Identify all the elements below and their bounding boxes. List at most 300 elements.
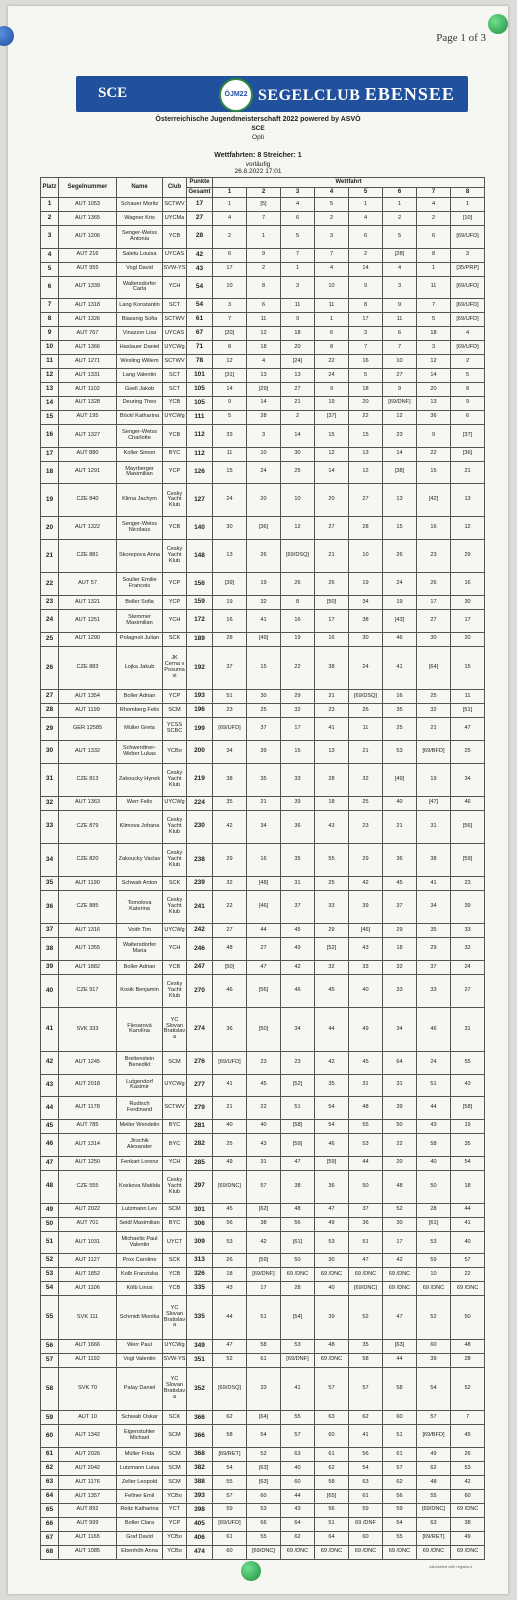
race-score-cell: [69/DNF] xyxy=(281,1353,315,1367)
race-score-cell: 49 xyxy=(315,1217,349,1231)
table-row xyxy=(41,1531,485,1545)
table-row xyxy=(41,891,485,924)
table-row xyxy=(41,763,485,796)
race-score-cell: 21 xyxy=(383,810,417,843)
race-score-cell: 15 xyxy=(451,646,485,690)
total-points-cell: 192 xyxy=(187,646,213,690)
table-row xyxy=(41,299,485,313)
race-score-cell: 8 xyxy=(315,341,349,355)
race-score-cell: 32 xyxy=(247,596,281,610)
place-cell: 49 xyxy=(41,1203,59,1217)
race-score-cell: 41 xyxy=(451,1217,485,1231)
race-score-cell: [46] xyxy=(247,891,281,924)
race-score-cell: 21 xyxy=(315,540,349,573)
place-cell: 1 xyxy=(41,198,59,212)
race-score-cell: 13 xyxy=(417,396,451,410)
race-score-cell: 35 xyxy=(451,1133,485,1156)
club-cell: JK Cerna v Posumavi xyxy=(163,646,187,690)
race-score-cell: 12 xyxy=(247,327,281,341)
club-cell: SCK xyxy=(163,632,187,646)
race-score-cell: 16 xyxy=(451,573,485,596)
club-cell: YCB xyxy=(163,225,187,248)
sailor-name-cell: Meller Wendelin xyxy=(117,1119,163,1133)
race-score-cell: 49 xyxy=(281,938,315,961)
race-score-cell: [69/DNC] xyxy=(417,1503,451,1517)
sail-number-cell: AUT 880 xyxy=(59,447,117,461)
table-row xyxy=(41,262,485,276)
race-score-cell: 7 xyxy=(383,341,417,355)
sailor-name-cell: Seidl Maximilian xyxy=(117,1217,163,1231)
race-score-cell: 37 xyxy=(349,1203,383,1217)
club-cell: YCB xyxy=(163,960,187,974)
sailor-name-cell: Schwab Anton xyxy=(117,877,163,891)
total-points-cell: 148 xyxy=(187,540,213,573)
race-score-cell: 12 xyxy=(349,461,383,484)
sail-number-cell: AUT 1355 xyxy=(59,938,117,961)
race-score-cell: 3 xyxy=(247,424,281,447)
header-race-6: 6 xyxy=(383,188,417,198)
race-score-cell: 14 xyxy=(213,382,247,396)
race-score-cell: 17 xyxy=(417,596,451,610)
race-score-cell: 55 xyxy=(315,843,349,876)
race-score-cell: [37] xyxy=(451,424,485,447)
club-cell: SCT xyxy=(163,382,187,396)
race-score-cell: 63 xyxy=(349,1476,383,1490)
total-points-cell: 270 xyxy=(187,974,213,1007)
race-score-cell: 4 xyxy=(417,198,451,212)
table-row xyxy=(41,1268,485,1282)
race-score-cell: 46 xyxy=(315,1133,349,1156)
race-score-cell: 45 xyxy=(315,974,349,1007)
race-score-cell: 4 xyxy=(213,211,247,225)
club-cell: BYC xyxy=(163,1217,187,1231)
race-score-cell: 31 xyxy=(349,1074,383,1097)
club-cell: SCM xyxy=(163,704,187,718)
race-score-cell: 50 xyxy=(281,1254,315,1268)
total-points-cell: 349 xyxy=(187,1339,213,1353)
total-points-cell: 112 xyxy=(187,424,213,447)
club-cell: YC Slovan Bratislava xyxy=(163,1367,187,1411)
race-score-cell: 17 xyxy=(349,313,383,327)
sail-number-cell: AUT 2042 xyxy=(59,1462,117,1476)
race-score-cell: 6 xyxy=(349,225,383,248)
table-row xyxy=(41,704,485,718)
place-cell: 46 xyxy=(41,1133,59,1156)
race-score-cell: 47 xyxy=(383,1296,417,1340)
race-score-cell: 37 xyxy=(213,646,247,690)
sailor-name-cell: Waltersdorfer Maria xyxy=(117,938,163,961)
race-score-cell: [46] xyxy=(349,924,383,938)
sailor-name-cell: Schwerdtner-Weber Lukas xyxy=(117,740,163,763)
place-cell: 60 xyxy=(41,1425,59,1448)
sailor-name-cell: Saletu Louisa xyxy=(117,248,163,262)
sail-number-cell: AUT 1318 xyxy=(59,299,117,313)
club-cell: YCB xyxy=(163,424,187,447)
race-score-cell: 38 xyxy=(247,1217,281,1231)
race-score-cell: 18 xyxy=(349,382,383,396)
race-score-cell: 3 xyxy=(451,248,485,262)
table-row xyxy=(41,1074,485,1097)
race-score-cell: 19 xyxy=(281,632,315,646)
race-score-cell: 33 xyxy=(247,1367,281,1411)
place-cell: 15 xyxy=(41,410,59,424)
race-score-cell: 37 xyxy=(281,891,315,924)
club-cell: SCM xyxy=(163,1051,187,1074)
total-points-cell: 27 xyxy=(187,211,213,225)
race-score-cell: 34 xyxy=(213,740,247,763)
total-points-cell: 335 xyxy=(187,1282,213,1296)
race-score-cell: 5 xyxy=(315,198,349,212)
race-score-cell: [69/DNC] xyxy=(247,1545,281,1559)
sailor-name-cell: Soulier Emilie Francois xyxy=(117,573,163,596)
race-score-cell: [5] xyxy=(247,198,281,212)
place-cell: 52 xyxy=(41,1254,59,1268)
race-score-cell: 51 xyxy=(315,1517,349,1531)
race-score-cell: 5 xyxy=(349,369,383,383)
table-row xyxy=(41,718,485,741)
race-score-cell: 1 xyxy=(213,198,247,212)
race-score-cell: 18 xyxy=(383,938,417,961)
race-score-cell: 56 xyxy=(349,1448,383,1462)
race-score-cell: 13 xyxy=(451,484,485,517)
race-score-cell: 69 /DNF xyxy=(349,1517,383,1531)
sailor-name-cell: Senger-Weiss Nicolaus xyxy=(117,517,163,540)
club-cell: SCT xyxy=(163,299,187,313)
place-cell: 50 xyxy=(41,1217,59,1231)
sail-number-cell: AUT 999 xyxy=(59,1517,117,1531)
sailor-name-cell: Kolb Franziska xyxy=(117,1268,163,1282)
race-score-cell: 26 xyxy=(349,704,383,718)
sail-number-cell: AUT 1290 xyxy=(59,632,117,646)
race-score-cell: 20 xyxy=(383,1156,417,1170)
sail-number-cell: AUT 1192 xyxy=(59,1353,117,1367)
race-score-cell: 19 xyxy=(315,396,349,410)
races-info: Wettfahrten: 8 Streicher: 1 xyxy=(214,152,302,159)
sail-number-cell: AUT 1332 xyxy=(59,740,117,763)
race-score-cell: 24 xyxy=(349,646,383,690)
club-cell: UYCWg xyxy=(163,341,187,355)
club-cell: YC Slovan Bratislava xyxy=(163,1008,187,1052)
race-score-cell: 29 xyxy=(315,924,349,938)
race-score-cell: [64] xyxy=(247,1411,281,1425)
table-row xyxy=(41,517,485,540)
club-cell: YCP xyxy=(163,573,187,596)
table-row xyxy=(41,1097,485,1120)
race-score-cell: 5 xyxy=(383,225,417,248)
race-score-cell: 44 xyxy=(451,1203,485,1217)
race-score-cell: 57 xyxy=(383,1462,417,1476)
total-points-cell: 112 xyxy=(187,447,213,461)
total-points-cell: 313 xyxy=(187,1254,213,1268)
race-score-cell: 35 xyxy=(315,1074,349,1097)
total-points-cell: 193 xyxy=(187,690,213,704)
total-points-cell: 140 xyxy=(187,517,213,540)
table-row xyxy=(41,1476,485,1490)
race-score-cell: 56 xyxy=(315,1503,349,1517)
race-score-cell: 44 xyxy=(349,1156,383,1170)
page-number: Page 1 of 3 xyxy=(436,32,486,44)
table-row xyxy=(41,211,485,225)
club-cell: Cesky Yacht Klub xyxy=(163,540,187,573)
race-score-cell: 27 xyxy=(451,974,485,1007)
table-row xyxy=(41,843,485,876)
race-score-cell: 5 xyxy=(281,225,315,248)
place-cell: 12 xyxy=(41,369,59,383)
race-score-cell: 43 xyxy=(315,810,349,843)
race-score-cell: 4 xyxy=(315,262,349,276)
race-score-cell: 31 xyxy=(247,1156,281,1170)
club-cell: YC Slovan Bratislava xyxy=(163,1296,187,1340)
race-score-cell: 21 xyxy=(281,396,315,410)
table-row xyxy=(41,1448,485,1462)
total-points-cell: 352 xyxy=(187,1367,213,1411)
sailor-name-cell: Senger-Weiss Antonia xyxy=(117,225,163,248)
race-score-cell: 69 /DNC xyxy=(281,1545,315,1559)
race-score-cell: 6 xyxy=(383,327,417,341)
race-score-cell: 53 xyxy=(247,1503,281,1517)
race-score-cell: 2 xyxy=(417,211,451,225)
race-score-cell: 57 xyxy=(451,1254,485,1268)
place-cell: 2 xyxy=(41,211,59,225)
club-cell: YCBo xyxy=(163,1489,187,1503)
race-score-cell: 46 xyxy=(417,1008,451,1052)
race-score-cell: [69/DNC] xyxy=(213,1170,247,1203)
race-score-cell: 17 xyxy=(451,609,485,632)
race-score-cell: 4 xyxy=(247,355,281,369)
sailor-name-cell: Vinazzer Lisa xyxy=(117,327,163,341)
place-cell: 28 xyxy=(41,704,59,718)
race-score-cell: [69/UFD] xyxy=(451,225,485,248)
race-score-cell: 3 xyxy=(315,225,349,248)
race-score-cell: 53 xyxy=(383,740,417,763)
race-score-cell: 7 xyxy=(451,1411,485,1425)
race-score-cell: 59 xyxy=(383,1503,417,1517)
table-row xyxy=(41,646,485,690)
sail-number-cell: AUT 892 xyxy=(59,1503,117,1517)
club-cell: YCP xyxy=(163,690,187,704)
race-score-cell: 59 xyxy=(349,1503,383,1517)
race-score-cell: 13 xyxy=(213,540,247,573)
race-score-cell: 34 xyxy=(349,596,383,610)
sail-number-cell: CZE 555 xyxy=(59,1170,117,1203)
results-sheet xyxy=(8,6,508,1594)
race-score-cell: 20 xyxy=(315,484,349,517)
place-cell: 39 xyxy=(41,960,59,974)
race-score-cell: 9 xyxy=(417,424,451,447)
race-score-cell: 39 xyxy=(383,1097,417,1120)
race-score-cell: 52 xyxy=(247,1448,281,1462)
race-score-cell: 30 xyxy=(247,690,281,704)
race-score-cell: 50 xyxy=(417,1170,451,1203)
sailor-name-cell: Gsell Jakob xyxy=(117,382,163,396)
sail-number-cell: SVK 111 xyxy=(59,1296,117,1340)
race-score-cell: 7 xyxy=(247,211,281,225)
header-race-3: 3 xyxy=(281,188,315,198)
race-score-cell: 53 xyxy=(451,1462,485,1476)
sailor-name-cell: Rhomberg Felix xyxy=(117,704,163,718)
club-cell: UYCT xyxy=(163,1231,187,1254)
sailor-name-cell: Müller Greta xyxy=(117,718,163,741)
total-points-cell: 239 xyxy=(187,877,213,891)
race-score-cell: 26 xyxy=(247,540,281,573)
race-score-cell: 25 xyxy=(383,718,417,741)
sail-number-cell: AUT 2022 xyxy=(59,1203,117,1217)
race-score-cell: 18 xyxy=(451,1170,485,1203)
race-score-cell: 13 xyxy=(383,484,417,517)
race-score-cell: 28 xyxy=(315,763,349,796)
sail-number-cell: AUT 1342 xyxy=(59,1425,117,1448)
race-score-cell: 44 xyxy=(213,1296,247,1340)
place-cell: 32 xyxy=(41,796,59,810)
race-score-cell: 21 xyxy=(247,796,281,810)
race-score-cell: 30 xyxy=(417,632,451,646)
race-score-cell: 33 xyxy=(281,763,315,796)
race-score-cell: 48 xyxy=(417,1476,451,1490)
club-cell: SCK xyxy=(163,1254,187,1268)
race-score-cell: 48 xyxy=(315,1339,349,1353)
race-score-cell: 13 xyxy=(281,369,315,383)
sailor-name-cell: Eigenstuhler Michael xyxy=(117,1425,163,1448)
race-score-cell: 47 xyxy=(451,718,485,741)
place-cell: 34 xyxy=(41,843,59,876)
total-points-cell: 61 xyxy=(187,313,213,327)
race-score-cell: 56 xyxy=(281,1217,315,1231)
table-row xyxy=(41,960,485,974)
place-cell: 35 xyxy=(41,877,59,891)
sail-number-cell: CZE 820 xyxy=(59,843,117,876)
sail-number-cell: AUT 216 xyxy=(59,248,117,262)
race-score-cell: 34 xyxy=(247,810,281,843)
total-points-cell: 196 xyxy=(187,704,213,718)
sailor-name-cell: Koller Simon xyxy=(117,447,163,461)
race-score-cell: [48] xyxy=(247,877,281,891)
race-score-cell: 37 xyxy=(383,891,417,924)
race-score-cell: 9 xyxy=(383,299,417,313)
race-score-cell: 15 xyxy=(213,461,247,484)
sail-number-cell: AUT 1363 xyxy=(59,796,117,810)
place-cell: 24 xyxy=(41,609,59,632)
place-cell: 6 xyxy=(41,276,59,299)
race-score-cell: [63] xyxy=(247,1462,281,1476)
sailor-name-cell: Tomolova Katerina xyxy=(117,891,163,924)
race-score-cell: [29] xyxy=(247,382,281,396)
race-score-cell: 27 xyxy=(417,609,451,632)
sail-number-cell: GER 12585 xyxy=(59,718,117,741)
race-score-cell: 69 /DNC xyxy=(315,1353,349,1367)
total-points-cell: 54 xyxy=(187,299,213,313)
race-score-cell: 8 xyxy=(451,382,485,396)
sail-number-cell: AUT 1357 xyxy=(59,1489,117,1503)
race-score-cell: 58 xyxy=(417,1133,451,1156)
club-cell: Cesky Yacht Klub xyxy=(163,974,187,1007)
place-cell: 13 xyxy=(41,382,59,396)
sailor-name-cell: Boller Clara xyxy=(117,1517,163,1531)
race-score-cell: 25 xyxy=(281,461,315,484)
race-score-cell: [47] xyxy=(417,796,451,810)
race-score-cell: [50] xyxy=(247,1008,281,1052)
total-points-cell: 127 xyxy=(187,484,213,517)
place-cell: 53 xyxy=(41,1268,59,1282)
race-score-cell: 62 xyxy=(281,1531,315,1545)
race-score-cell: 51 xyxy=(349,1231,383,1254)
race-score-cell: [59] xyxy=(451,843,485,876)
race-score-cell: [10] xyxy=(451,211,485,225)
table-row xyxy=(41,974,485,1007)
race-score-cell: 69 /DNC xyxy=(383,1282,417,1296)
sail-number-cell: AUT 767 xyxy=(59,327,117,341)
race-score-cell: 16 xyxy=(315,632,349,646)
race-score-cell: 8 xyxy=(417,248,451,262)
sailor-name-cell: Boller Sofia xyxy=(117,596,163,610)
sailor-name-cell: Boller Adrian xyxy=(117,960,163,974)
place-cell: 68 xyxy=(41,1545,59,1559)
championship-logo: ÖJM22 xyxy=(219,78,253,112)
race-score-cell: 3 xyxy=(383,276,417,299)
sailor-name-cell: Schwab Oskar xyxy=(117,1411,163,1425)
header-race-4: 4 xyxy=(315,188,349,198)
race-score-cell: [69/RET] xyxy=(213,1448,247,1462)
race-score-cell: [62] xyxy=(247,1203,281,1217)
results-status: vorläufig xyxy=(245,161,271,168)
race-score-cell: 62 xyxy=(349,1411,383,1425)
race-score-cell: 13 xyxy=(247,369,281,383)
race-score-cell: 28 xyxy=(417,1203,451,1217)
race-score-cell: 48 xyxy=(281,1203,315,1217)
place-cell: 64 xyxy=(41,1489,59,1503)
race-score-cell: [69/UFD] xyxy=(451,341,485,355)
place-cell: 63 xyxy=(41,1476,59,1490)
race-score-cell: 34 xyxy=(281,1008,315,1052)
race-score-cell: 34 xyxy=(417,891,451,924)
race-score-cell: 57 xyxy=(281,1425,315,1448)
sail-number-cell: CZE 917 xyxy=(59,974,117,1007)
table-row xyxy=(41,796,485,810)
club-cell: Cesky Yacht Klub xyxy=(163,484,187,517)
race-score-cell: 2 xyxy=(315,211,349,225)
race-score-cell: 31 xyxy=(417,810,451,843)
sail-number-cell: AUT 785 xyxy=(59,1119,117,1133)
race-score-cell: 9 xyxy=(247,248,281,262)
race-score-cell: [59] xyxy=(247,1254,281,1268)
place-cell: 65 xyxy=(41,1503,59,1517)
table-row xyxy=(41,632,485,646)
sailor-name-cell: Polagnoli Julian xyxy=(117,632,163,646)
race-score-cell: 3 xyxy=(281,276,315,299)
total-points-cell: 309 xyxy=(187,1231,213,1254)
club-cell: SCK xyxy=(163,1411,187,1425)
race-score-cell: [69/DSQ] xyxy=(349,690,383,704)
race-score-cell: 22 xyxy=(383,1133,417,1156)
race-score-cell: 23 xyxy=(213,704,247,718)
total-points-cell: 159 xyxy=(187,596,213,610)
race-score-cell: 25 xyxy=(349,796,383,810)
race-score-cell: 31 xyxy=(451,1008,485,1052)
race-score-cell: 17 xyxy=(315,609,349,632)
race-score-cell: 61 xyxy=(247,1353,281,1367)
total-points-cell: 285 xyxy=(187,1156,213,1170)
table-row xyxy=(41,1008,485,1052)
race-score-cell: 13 xyxy=(349,447,383,461)
race-score-cell: 22 xyxy=(281,646,315,690)
sail-number-cell: AUT 1106 xyxy=(59,1282,117,1296)
race-score-cell: 38 xyxy=(451,1517,485,1531)
race-score-cell: [69/BFD] xyxy=(417,740,451,763)
race-score-cell: 41 xyxy=(417,877,451,891)
race-score-cell: 30 xyxy=(315,1254,349,1268)
race-score-cell: 57 xyxy=(349,1367,383,1411)
race-score-cell: 51 xyxy=(281,1097,315,1120)
total-points-cell: 111 xyxy=(187,410,213,424)
